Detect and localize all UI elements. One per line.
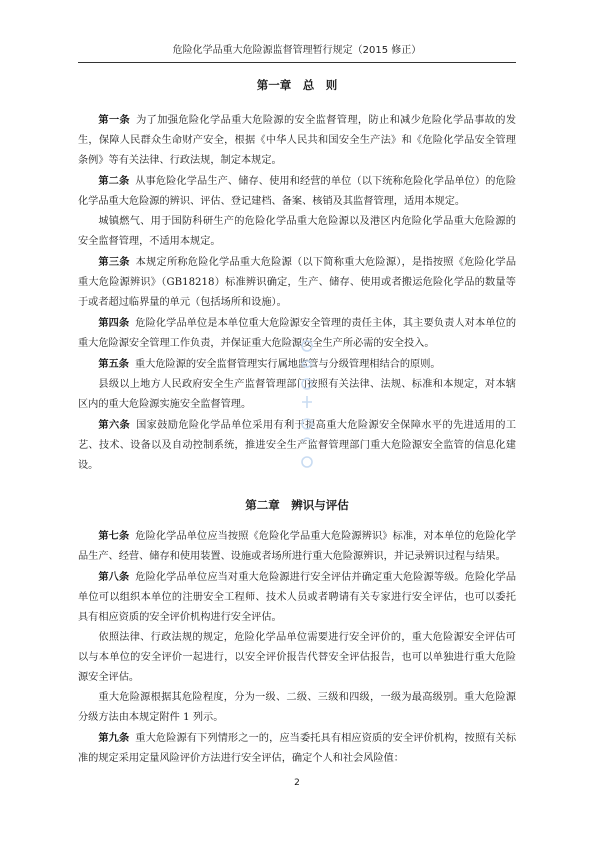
paragraph-text: 县级以上地方人民政府安全生产监督管理部门按照有关法律、法规、标准和本规定，对本辖区内的重大危险源实施安全监督管理。 [78, 379, 516, 410]
chapter-1-title: 第一章 总 则 [256, 78, 338, 92]
paragraph [78, 212, 516, 252]
paragraph-text: 从事危险化学品生产、储存、使用和经营的单位（以下统称危险化学品单位）的危险化学品重大危险源的辨识、评估、登记建档、备案、核销及其监督管理，适用本规定。 [78, 176, 517, 207]
paragraph-text: 重大危险源根据其危险程度，分为一级、二级、三级和四级，一级为最高级别。重大危险源分级方法由本规定附件 1 列示。 [78, 692, 516, 723]
article-number: 第一条 [98, 114, 131, 126]
paragraph [78, 110, 516, 171]
article-number: 第四条 [98, 317, 130, 329]
paragraph [78, 728, 516, 769]
paragraph-text: 依照法律、行政法规的规定，危险化学品单位需要进行安全评价的，重大危险源安全评估可以与本单位的安全评价一起进行，以安全评价报告代替安全评估报告，也可以单独进行重大危险源安全评估。 [78, 632, 516, 683]
paragraph [78, 415, 516, 476]
article-number: 第七条 [98, 530, 130, 542]
paragraph-text: 国家鼓励危险化学品单位采用有利于提高重大危险源安全保障水平的先进适用的工艺、技术、设备以及自动控制系统，推进安全生产监督管理部门重大危险源安全监管的信息化建设。 [78, 420, 517, 471]
paragraph-text: 危险化学品单位应当按照《危险化学品重大危险源辨识》标准，对本单位的危险化学品生产、经营、储存和使用装置、设施或者场所进行重大危险源辨识，并记录辨识过程与结果。 [78, 531, 517, 562]
paragraph [78, 628, 516, 688]
article-number: 第九条 [98, 732, 130, 744]
paragraph [78, 567, 516, 628]
article-number: 第五条 [98, 358, 129, 370]
paragraph [78, 688, 516, 728]
paragraph [78, 375, 516, 415]
paragraph [78, 526, 516, 567]
paragraph-text: 危险化学品单位应当对重大危险源进行安全评估并确定重大危险源等级。危险化学品单位可以组织本单位的注册安全工程师、技术人员或者聘请有关专家进行安全评估，也可以委托具有相应资质的安全评价机构进行安全评估。 [78, 572, 517, 623]
paragraph-text: 本规定所称危险化学品重大危险源（以下简称重大危险源），是指按照《危险化学品重大危险源辨识》（GB18218）标准辨识确定，生产、储存、使用或者搬运危险化学品的数量等于或者超过临界量的单元（包括场所和设施）。 [78, 257, 517, 308]
chapter-2-title: 第二章 辨识与评估 [245, 498, 349, 512]
article-number: 第八条 [98, 571, 130, 583]
article-number: 第三条 [98, 256, 130, 268]
header-rule [78, 62, 516, 63]
paragraph [78, 252, 516, 313]
article-number: 第六条 [98, 419, 131, 431]
paragraph-text: 危险化学品单位是本单位重大危险源安全管理的责任主体，其主要负责人对本单位的重大危险源安全管理工作负责，并保证重大危险源安全生产所必需的安全投入。 [78, 318, 517, 349]
paragraph-text: 城镇燃气、用于国防科研生产的危险化学品重大危险源以及港区内危险化学品重大危险源的安全监督管理，不适用本规定。 [78, 216, 516, 247]
paragraph-text: 重大危险源有下列情形之一的，应当委托具有相应资质的安全评价机构，按照有关标准的规定采用定量风险评价方法进行安全评估，确定个人和社会风险值： [78, 733, 517, 764]
page-number: 2 [294, 778, 300, 788]
paragraph-text: 为了加强危险化学品重大危险源的安全监督管理，防止和减少危险化学品事故的发生，保障人民群众生命财产安全，根据《中华人民共和国安全生产法》和《危险化学品安全管理条例》等有关法律、行政法规，制定本规定。 [78, 115, 517, 166]
article-number: 第二条 [98, 175, 130, 187]
chapter-1-body [78, 110, 516, 476]
document-body [78, 70, 516, 769]
paragraph [78, 171, 516, 212]
paragraph [78, 354, 516, 375]
paragraph [78, 313, 516, 354]
paragraph-text: 重大危险源的安全监督管理实行属地监管与分级管理相结合的原则。 [134, 359, 441, 370]
chapter-2-body [78, 526, 516, 769]
running-header: 危险化学品重大危险源监督管理暂行规定（2015 修正） [172, 45, 422, 56]
